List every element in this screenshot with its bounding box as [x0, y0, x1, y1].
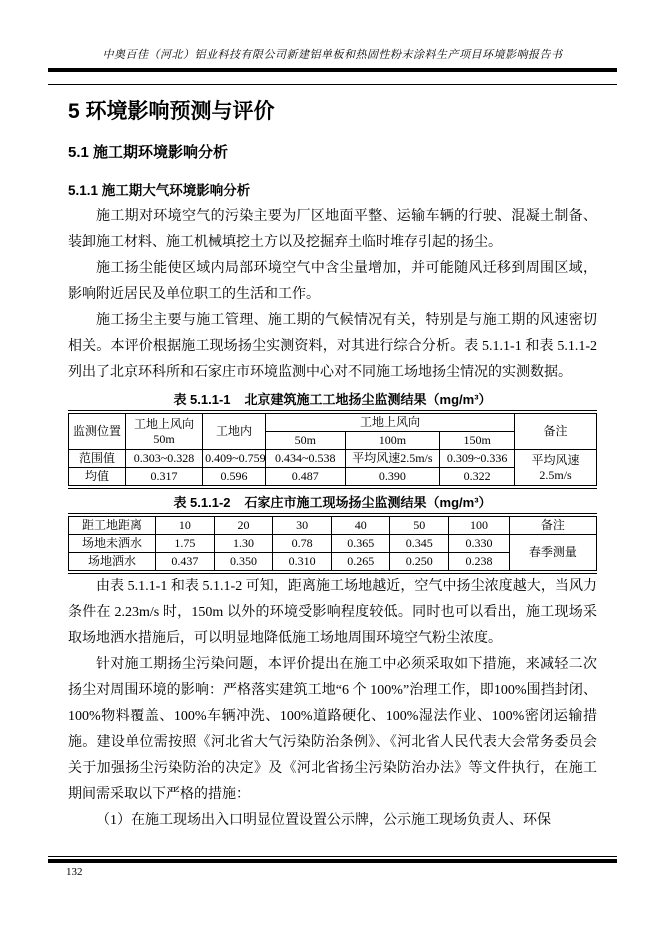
shijiazhuang-dust-table: [68, 513, 597, 574]
table-cell: 0.409~0.759: [203, 450, 266, 468]
table-row: [69, 535, 597, 553]
table-cell: 0.330: [449, 535, 510, 553]
table1-header-upwind-dist: 50m: [153, 431, 175, 446]
table1-header-position: 监测位置: [69, 412, 126, 450]
table-cell: 0.250: [390, 553, 449, 573]
table1-header-onsite: 工地内: [203, 412, 266, 450]
footer-rule-thin: [48, 856, 617, 857]
header-rule-thin: [48, 84, 617, 85]
table1-row-label-mean: 均值: [69, 468, 126, 488]
table-cell: 0.345: [390, 535, 449, 553]
table-row: [69, 412, 597, 432]
table-cell: 0.317: [126, 468, 203, 488]
running-header: 中奥百佳（河北）铝业科技有限公司新建铝单板和热固性粉末涂料生产项目环境影响报告书: [102, 49, 563, 61]
subsection-heading: 5.1.1 施工期大气环境影响分析: [68, 183, 251, 198]
table-cell: 0.78: [273, 535, 332, 553]
paragraph-4: 由表 5.1.1-1 和表 5.1.1-2 可知，距离施工场地越近，空气中扬尘浓度越大，当风力条件在 2.23m/s 时，150m 以外的环境受影响程度较低。同时也可以看出，施工现场采取场地洒水措施后，可以明显地降低施工场地周围环境空气粉尘浓度。: [68, 579, 597, 646]
table-cell: 50: [390, 515, 449, 535]
table1-caption: [68, 389, 597, 408]
table-cell: 0.596: [203, 468, 266, 488]
table1-caption-label: 表 5.1.1-1: [173, 392, 231, 407]
table1-caption-title: 北京建筑施工工地扬尘监测结果（mg/m³）: [244, 392, 492, 407]
table1-header-50m: 50m: [265, 432, 345, 450]
table2-caption-label: 表 5.1.1-2: [173, 495, 231, 510]
table-cell: 40: [331, 515, 390, 535]
table-cell: 0.310: [273, 553, 332, 573]
table-cell: 1.30: [214, 535, 273, 553]
table1-header-downwind-group: 工地上风向: [265, 412, 514, 432]
table2-header-note: 备注: [509, 515, 596, 535]
table2-caption: [68, 492, 597, 511]
paragraph-2: 施工扬尘能使区域内局部环境空气中含尘量增加，并可能随风迁移到周围区域，影响附近居民及单位职工的生活和工作。: [68, 261, 597, 302]
table-cell: 0.238: [449, 553, 510, 573]
paragraph-5: 针对施工期扬尘污染问题，本评价提出在施工中必须采取如下措施，来减轻二次扬尘对周围环境的影响：严格落实建筑工地“6 个 100%”治理工作，即100%围挡封闭、100%物料覆盖、100%车辆冲洗、100%道路硬化、100%湿法作业、100%密闭运输措施。建设单位需按照《河北省大气污染防治条例》、《河北省人民代表大会常务委员会关于加强扬尘污染防治的决定》及《河北省扬尘污染防治办法》等文件执行，在施工期间需采取以下严格的措施：: [68, 657, 597, 802]
table1-header-150m: 150m: [440, 432, 515, 450]
table2-caption-title: 石家庄市施工现场扬尘监测结果（mg/m³）: [244, 495, 492, 510]
header-rule-thick: [48, 68, 617, 72]
table1-row-label-range: 范围值: [69, 450, 126, 468]
table-cell: 100: [449, 515, 510, 535]
table-cell: 0.434~0.538: [265, 450, 345, 468]
table-cell: 0.265: [331, 553, 390, 573]
chapter-heading: 5 环境影响预测与评价: [68, 100, 275, 123]
page-number: 132: [66, 866, 83, 878]
table-cell: 平均风速2.5m/s: [345, 450, 440, 468]
table-cell: 30: [273, 515, 332, 535]
table-cell: 0.303~0.328: [126, 450, 203, 468]
table1-header-upwind-label: 工地上风向: [134, 416, 195, 431]
table1-header-upwind: [126, 412, 203, 450]
paragraph-6: （1）在施工现场出入口明显位置设置公示牌，公示施工现场负责人、环保: [96, 813, 551, 828]
table-cell: 0.487: [265, 468, 345, 488]
table1-header-note: 备注: [515, 412, 597, 450]
table2-note-cell: 春季测量: [509, 535, 596, 573]
table-row: [69, 450, 597, 468]
page-footer: [48, 856, 617, 878]
header-rules: [48, 68, 617, 85]
table-cell: 20: [214, 515, 273, 535]
paragraph-1: 施工期对环境空气的污染主要为厂区地面平整、运输车辆的行驶、混凝土制备、装卸施工材料、施工机械填挖土方以及挖掘弃土临时堆存引起的扬尘。: [68, 209, 597, 250]
table-cell: 0.322: [440, 468, 515, 488]
table-cell: 0.365: [331, 535, 390, 553]
table2-row-label-nowater: 场地未洒水: [69, 535, 156, 553]
footer-rule-thick: [48, 859, 617, 863]
section-heading: 5.1 施工期环境影响分析: [68, 144, 229, 161]
table-row: [69, 515, 597, 535]
table-cell: 1.75: [156, 535, 215, 553]
table-cell: 0.350: [214, 553, 273, 573]
table-cell: 0.309~0.336: [440, 450, 515, 468]
table1-note-cell: 平均风速 2.5m/s: [515, 450, 597, 488]
table2-row-label-water: 场地洒水: [69, 553, 156, 573]
table-cell: 0.390: [345, 468, 440, 488]
paragraph-3: 施工扬尘主要与施工管理、施工期的气候情况有关，特别是与施工期的风速密切相关。本评价根据施工现场扬尘实测资料，对其进行综合分析。表 5.1.1-1 和表 5.1.1-2 列出了北京环科所和石家庄市环境监测中心对不同施工场地扬尘情况的实测数据。: [68, 313, 597, 380]
table2-header-distance: 距工地距离: [69, 515, 156, 535]
table-cell: 0.437: [156, 553, 215, 573]
table1-header-100m: 100m: [345, 432, 440, 450]
beijing-dust-table: [68, 410, 597, 489]
table-cell: 10: [156, 515, 215, 535]
